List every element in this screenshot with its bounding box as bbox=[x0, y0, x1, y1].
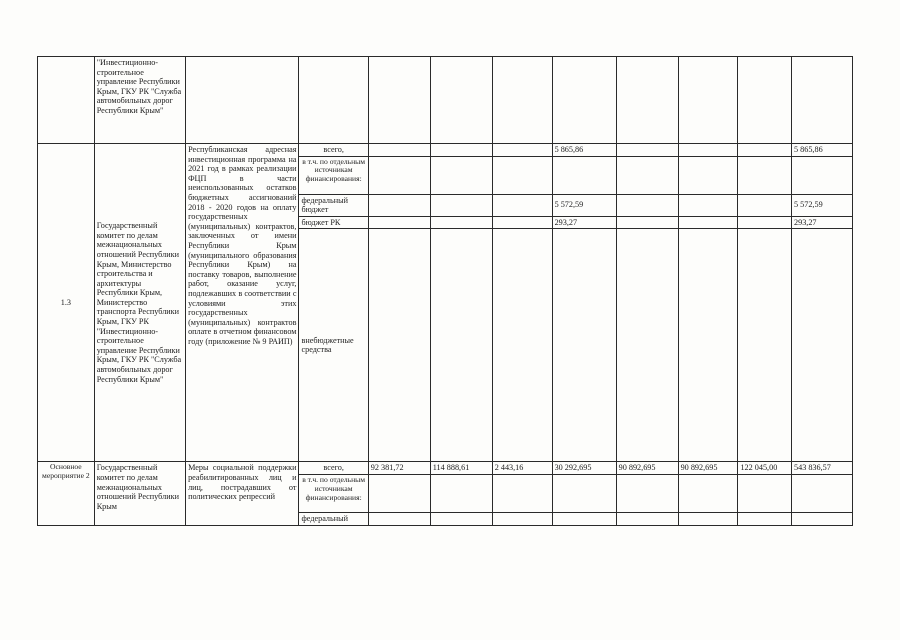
total-cell: 5 572,59 bbox=[792, 194, 853, 216]
description-cell: Меры социальной поддержки реабилитированных лиц и лиц, пострадавших от политических репрессий bbox=[186, 462, 299, 525]
value-cell: 5 865,86 bbox=[552, 144, 616, 157]
source-label: федеральный бюджет bbox=[299, 194, 368, 216]
value-cell: 92 381,72 bbox=[368, 462, 430, 475]
value-cell: 90 892,695 bbox=[678, 462, 738, 475]
source-label: в т.ч. по отдельным источникам финансирования: bbox=[299, 156, 368, 194]
table-row bbox=[38, 144, 853, 157]
source-label: бюджет РК bbox=[299, 216, 368, 229]
description-cell: Республиканская адресная инвестиционная программа на 2021 год в рамках реализации ФЦП в части неиспользованных остатков бюджетных ассигнований 2018 - 2020 годов на оплату государственных (муниципальных) контрактов, заключенных от имени Республики Крым (муниципального образования Республики Крым) на поставку товаров, выполнение работ, оказание услуг, подлежавших в соответствии с условиями этих государственных (муниципальных) контрактов оплате в отчетном финансовом году (приложение № 9 РАИП) bbox=[186, 144, 299, 462]
source-label: всего, bbox=[299, 144, 368, 157]
value-cell: 293,27 bbox=[552, 216, 616, 229]
source-label: федеральный bbox=[299, 512, 368, 525]
table-row bbox=[38, 57, 853, 144]
program-table bbox=[37, 56, 853, 526]
total-cell: 5 865,86 bbox=[792, 144, 853, 157]
value-cell: 2 443,16 bbox=[492, 462, 552, 475]
value-cell: 114 888,61 bbox=[430, 462, 492, 475]
executor-cell: Государственный комитет по делам межнациональных отношений Республики Крым bbox=[94, 462, 185, 525]
source-label: в т.ч. по отдельным источникам финансирования: bbox=[299, 474, 368, 512]
row-number: Основное мероприятие 2 bbox=[38, 462, 95, 525]
source-label: внебюджетные средства bbox=[299, 229, 368, 462]
value-cell: 30 292,695 bbox=[552, 462, 616, 475]
row-number: 1.3 bbox=[38, 144, 95, 462]
executor-cell: Государственный комитет по делам межнациональных отношений Республики Крым, Министерство строительства и архитектуры Республики Крым, Министерство транспорта Республики Крым, ГКУ РК "Инвестиционно-строительное управление Республики Крым, ГКУ РК "Служба автомобильных дорог Республики Крым" bbox=[94, 144, 185, 462]
value-cell: 90 892,695 bbox=[616, 462, 678, 475]
table-row bbox=[38, 462, 853, 475]
source-label: всего, bbox=[299, 462, 368, 475]
total-cell: 293,27 bbox=[792, 216, 853, 229]
value-cell: 5 572,59 bbox=[552, 194, 616, 216]
total-cell: 543 836,57 bbox=[792, 462, 853, 475]
executor-cell: "Инвестиционно-строительное управление Республики Крым, ГКУ РК "Служба автомобильных дорог Республики Крым" bbox=[94, 57, 185, 144]
value-cell: 122 045,00 bbox=[738, 462, 792, 475]
